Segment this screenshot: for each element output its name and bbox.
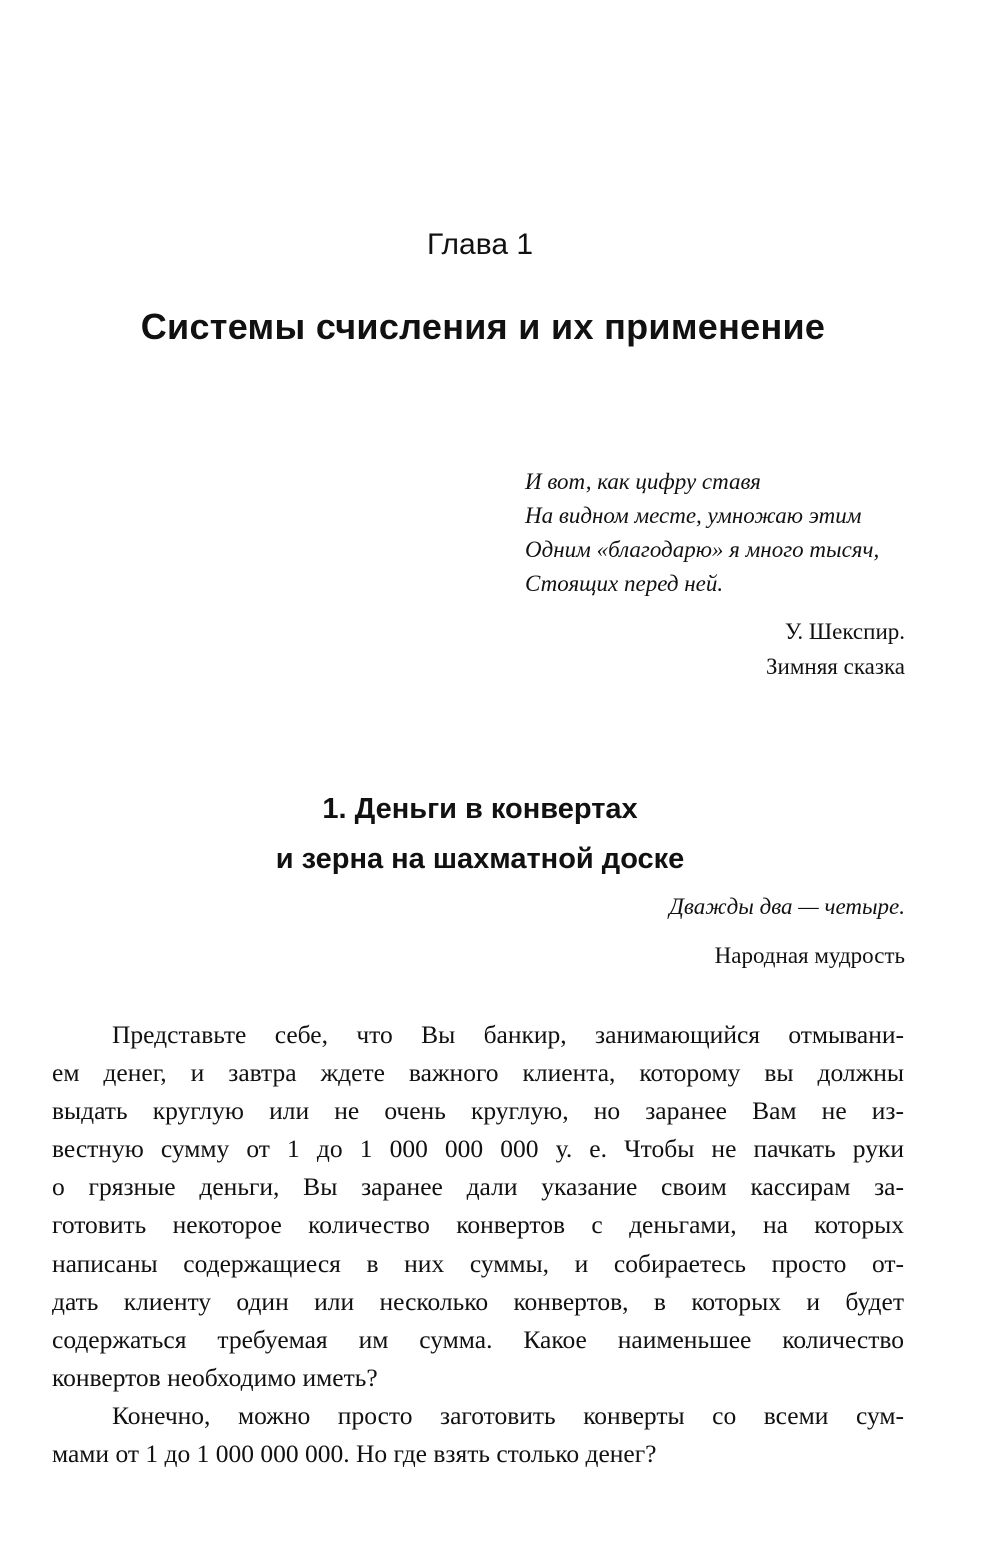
epigraph-line: На видном месте, умножаю этим bbox=[525, 503, 862, 528]
text-line: о грязные деньги, Вы заранее дали указание своим кассирам за- bbox=[52, 1172, 904, 1202]
text-line: ем денег, и завтра ждете важного клиента, которому вы должны bbox=[52, 1058, 904, 1088]
text-line: дать клиенту один или несколько конвертов, в которых и будет bbox=[52, 1286, 904, 1316]
text-line: написаны содержащиеся в них суммы, и собираетесь просто от- bbox=[52, 1248, 904, 1278]
text-line: готовить некоторое количество конвертов с деньгами, на которых bbox=[52, 1210, 904, 1240]
epigraph-attribution bbox=[766, 614, 905, 684]
body-paragraph bbox=[52, 1016, 904, 1397]
epigraph-source: Зимняя сказка bbox=[766, 654, 905, 679]
section-title-line: и зерна на шахматной доске bbox=[275, 843, 685, 875]
body-paragraph bbox=[52, 1397, 904, 1473]
epigraph-line: И вот, как цифру ставя bbox=[525, 469, 761, 494]
text-line: содержаться требуемая им сумма. Какое наименьшее количество bbox=[52, 1324, 904, 1354]
text-line: конвертов необходимо иметь? bbox=[52, 1362, 378, 1392]
epigraph-author: У. Шекспир. bbox=[784, 619, 905, 644]
chapter-label: Глава 1 bbox=[426, 228, 534, 261]
text-line: Конечно, можно просто заготовить конверты со всеми сум- bbox=[112, 1401, 904, 1430]
chapter-epigraph bbox=[525, 465, 925, 601]
epigraph-line: Стоящих перед ней. bbox=[525, 571, 724, 596]
section-title bbox=[0, 784, 960, 884]
chapter-title: Системы счисления и их применение bbox=[140, 306, 826, 347]
section-title-line: 1. Деньги в конвертах bbox=[322, 793, 638, 825]
text-line: мами от 1 до 1 000 000 000. Но где взять столько денег? bbox=[52, 1439, 657, 1469]
section-epigraph-source: Народная мудрость bbox=[714, 943, 905, 968]
text-line: Представьте себе, что Вы банкир, занимающийся отмывани- bbox=[112, 1020, 904, 1049]
text-line: выдать круглую или не очень круглую, но заранее Вам не из- bbox=[52, 1096, 904, 1126]
section-epigraph: Дважды два — четыре. bbox=[669, 894, 905, 919]
text-line: вестную сумму от 1 до 1 000 000 000 у. е. Чтобы не пачкать руки bbox=[52, 1134, 904, 1164]
epigraph-line: Одним «благодарю» я много тысяч, bbox=[525, 537, 880, 562]
